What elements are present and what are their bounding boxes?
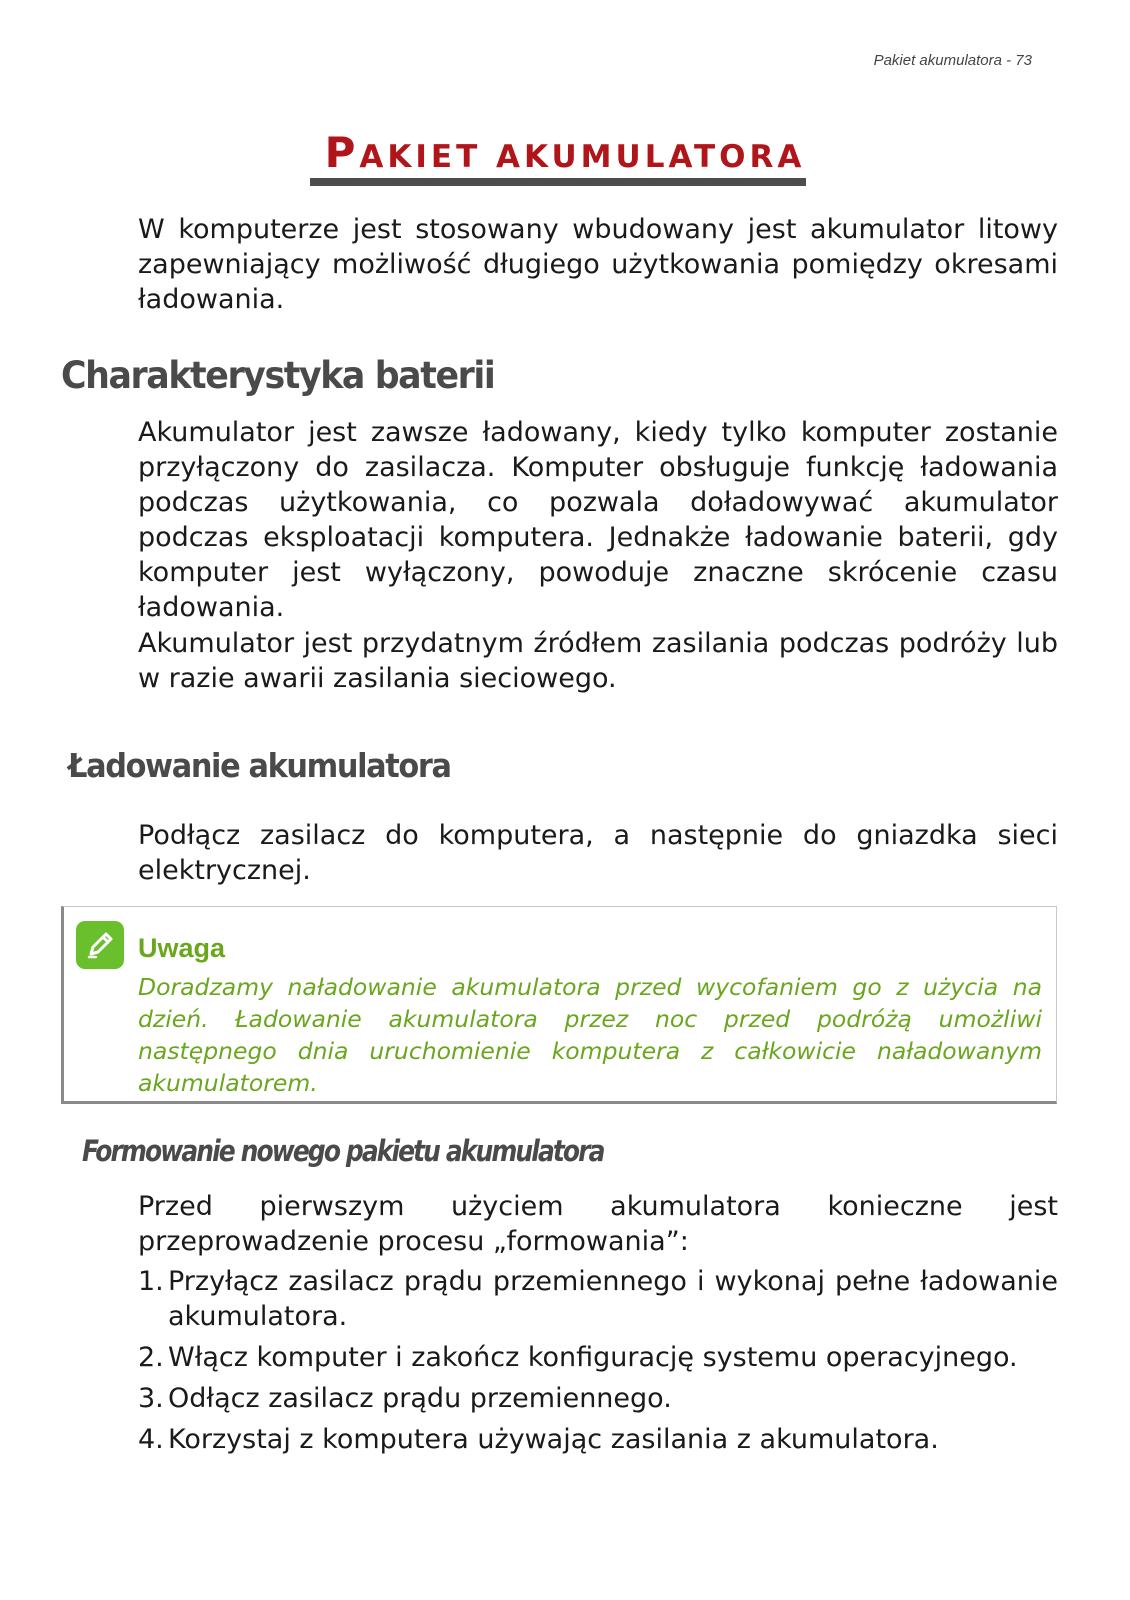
heading-battery-characteristics: Charakterystyka baterii	[61, 354, 495, 397]
note-title: Uwaga	[138, 933, 226, 963]
list-item	[138, 1264, 1058, 1334]
step-text: Przyłącz zasilacz prądu przemiennego i wykonaj pełne ładowanie akumulatora.	[168, 1266, 1058, 1332]
heading-battery-charging: Ładowanie akumulatora	[68, 746, 451, 785]
step-number: 3.	[138, 1383, 164, 1414]
battery-paragraph-2: Akumulator jest przydatnym źródłem zasilania podczas podróży lub w razie awarii zasilania sieciowego.	[138, 628, 1058, 694]
battery-paragraph-1: Akumulator jest zawsze ładowany, kiedy tylko komputer zostanie przyłączony do zasilacza. Komputer obsługuje funkcję ładowania podczas użytkowania, co pozwala doładowywać akumulator podczas eksploatacji komputera. Jednakże ładowanie baterii, gdy komputer jest wyłączony, powoduje znaczne skrócenie czasu ładowania.	[138, 417, 1058, 623]
step-text: Korzystaj z komputera używając zasilania z akumulatora.	[168, 1424, 939, 1455]
step-number: 4.	[138, 1424, 164, 1455]
list-item	[138, 1381, 1058, 1416]
charging-paragraph: Podłącz zasilacz do komputera, a następnie do gniazdka sieci elektrycznej.	[138, 820, 1058, 886]
forming-steps-list	[138, 1264, 1058, 1457]
note-text: Doradzamy naładowanie akumulatora przed wycofaniem go z użycia na dzień. Ładowanie akumulatora przez noc przed podróżą umożliwi następnego dnia uruchomienie komputera z całkowicie naładowanym akumulatorem.	[138, 973, 1042, 1097]
list-item	[138, 1340, 1058, 1375]
step-text: Odłącz zasilacz prądu przemiennego.	[168, 1383, 672, 1414]
step-text: Włącz komputer i zakończ konfigurację systemu operacyjnego.	[168, 1342, 1018, 1373]
chapter-title-initial: P	[324, 127, 360, 177]
chapter-title-rest: AKIET AKUMULATORA	[359, 138, 806, 175]
pencil-icon	[76, 921, 124, 969]
step-number: 1.	[138, 1266, 164, 1297]
list-item	[138, 1422, 1058, 1457]
note-box	[61, 906, 1057, 1104]
running-header: Pakiet akumulatora - 73	[873, 52, 1032, 69]
heading-forming-new-pack: Formowanie nowego pakietu akumulatora	[82, 1134, 604, 1168]
intro-paragraph: W komputerze jest stosowany wbudowany jest akumulator litowy zapewniający możliwość długiego użytkowania pomiędzy okresami ładowania.	[138, 214, 1058, 315]
step-number: 2.	[138, 1342, 164, 1373]
forming-intro-paragraph: Przed pierwszym użyciem akumulatora konieczne jest przeprowadzenie procesu „formowania”:	[138, 1191, 1058, 1257]
title-underline	[310, 178, 806, 186]
chapter-title	[0, 129, 1130, 181]
